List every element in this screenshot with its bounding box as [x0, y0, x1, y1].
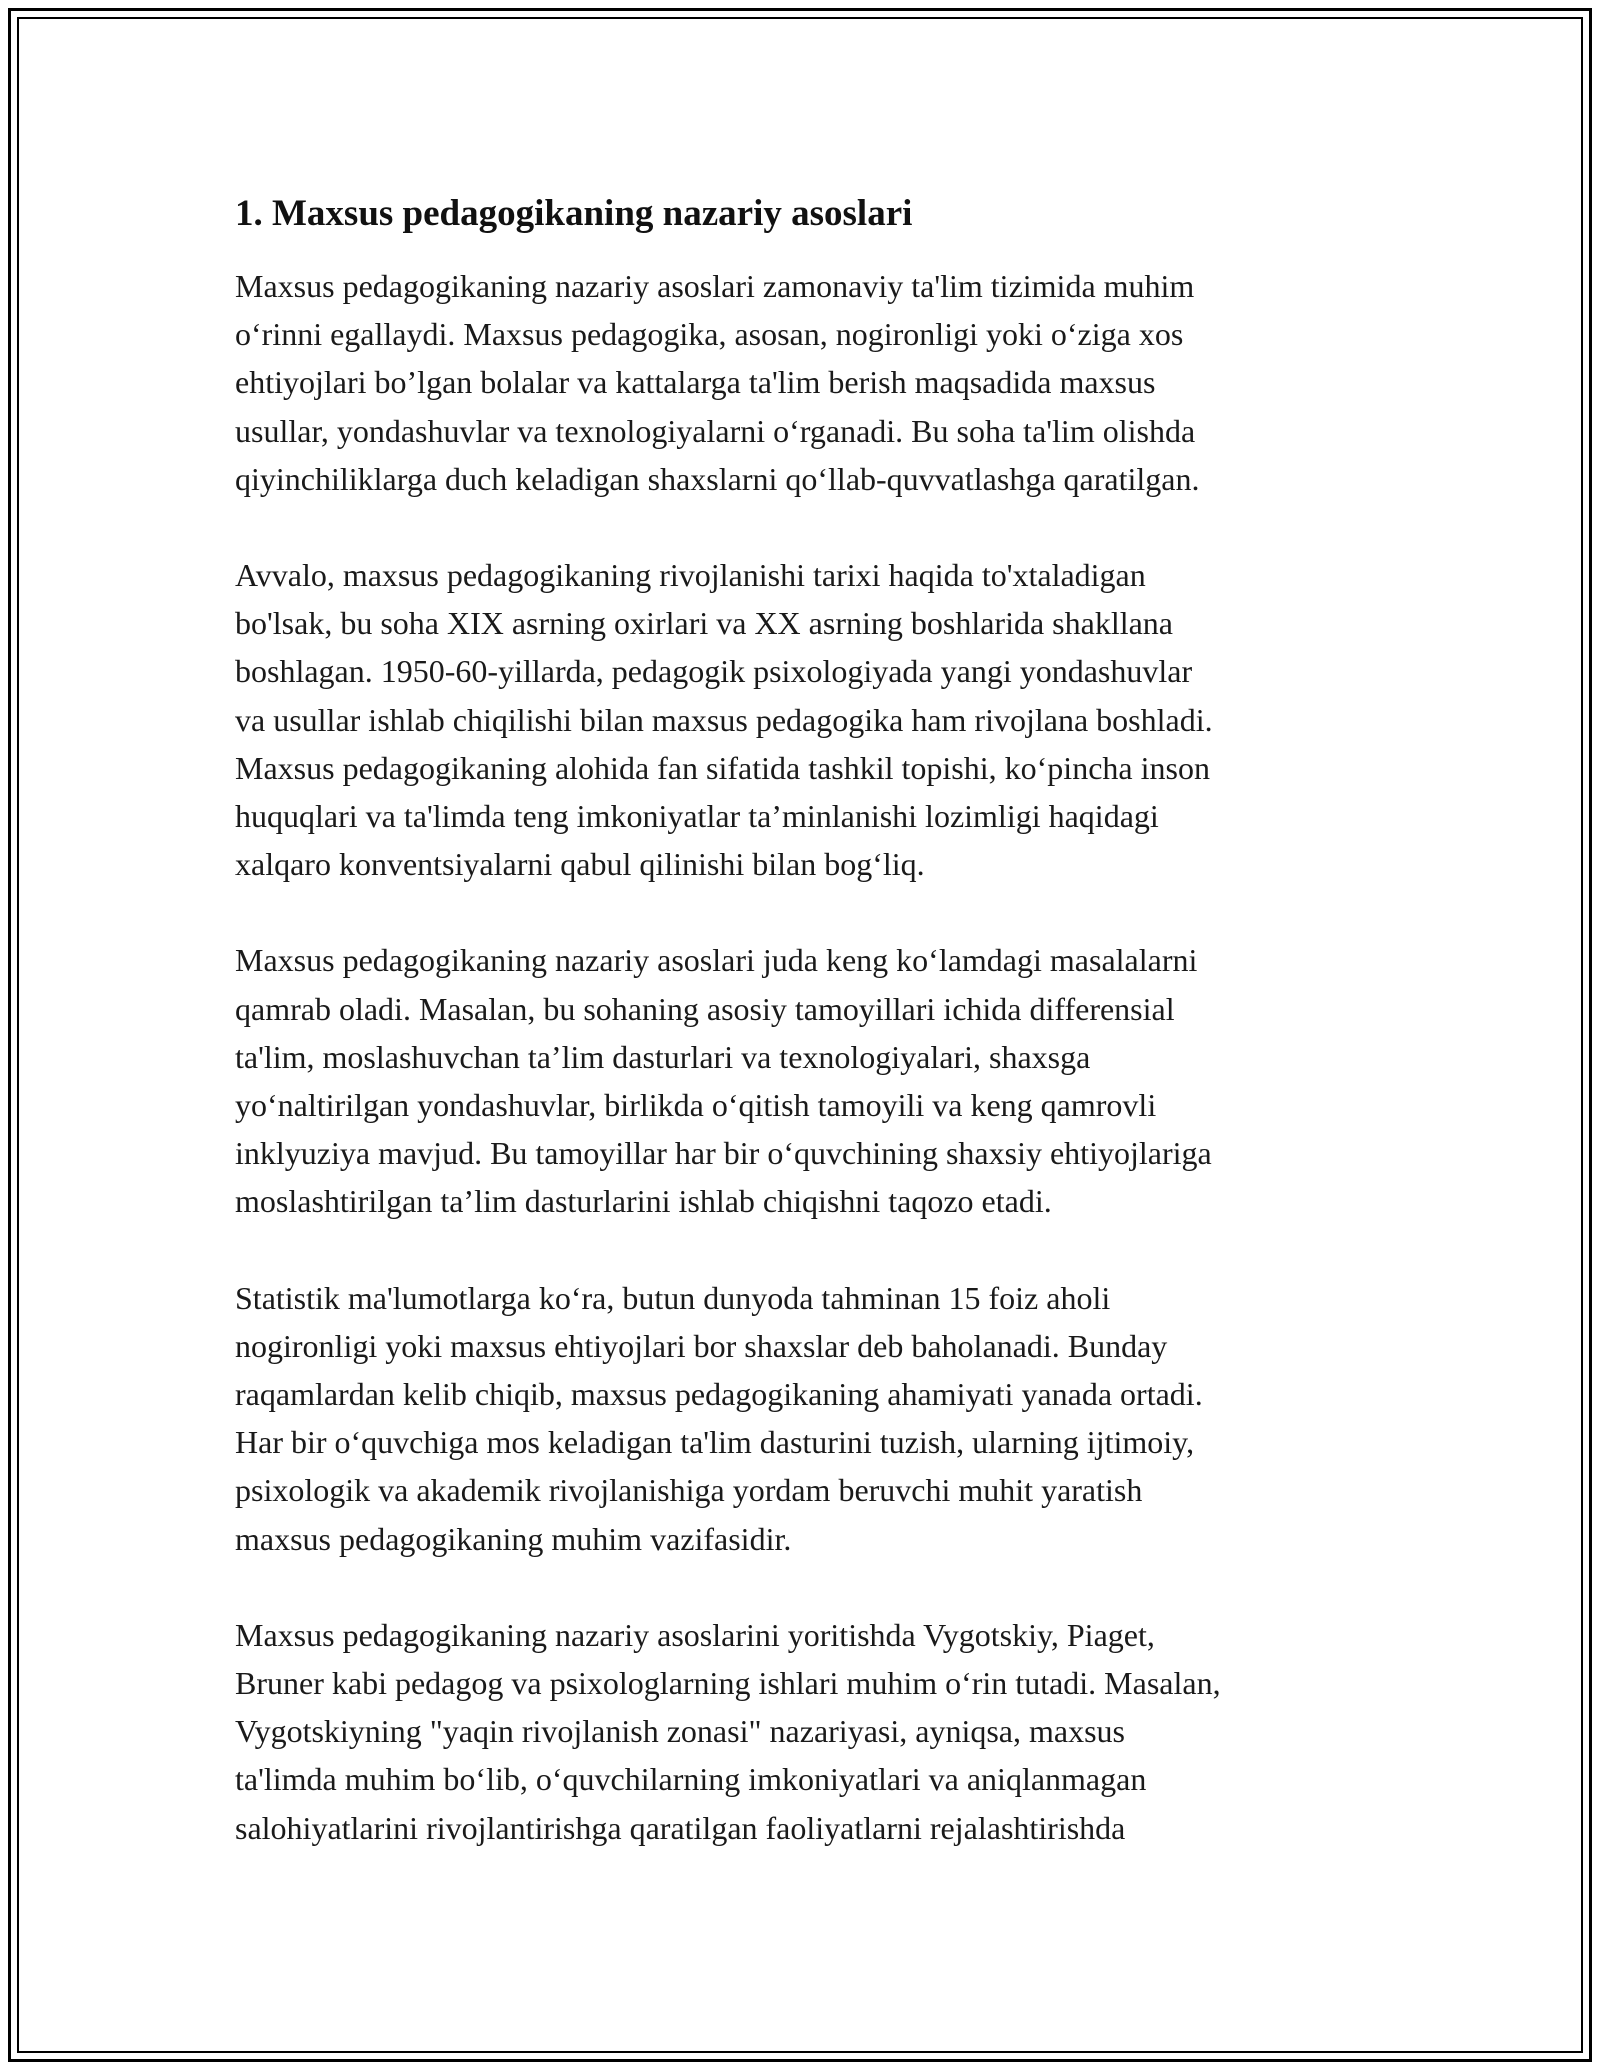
paragraph-line: qiyinchiliklarga duch keladigan shaxslarni qo‘llab-quvvatlashga qaratilgan.: [235, 460, 1200, 497]
section-heading: 1. Maxsus pedagogikaning nazariy asoslari: [235, 193, 913, 234]
paragraph-line: maxsus pedagogikaning muhim vazifasidir.: [235, 1520, 792, 1557]
document-body: [235, 188, 1375, 1900]
paragraph-line: psixologik va akademik rivojlanishiga yordam beruvchi muhit yaratish: [235, 1472, 1143, 1509]
paragraph-2: [235, 551, 1375, 888]
paragraph-line: ta'limda muhim bo‘lib, o‘quvchilarning imkoniyatlari va aniqlanmagan: [235, 1761, 1147, 1798]
paragraph-line: huquqlari va ta'limda teng imkoniyatlar ta’minlanishi lozimligi haqidagi: [235, 798, 1159, 835]
paragraph-line: Statistik ma'lumotlarga ko‘ra, butun dunyoda tahminan 15 foiz aholi: [235, 1279, 1111, 1316]
paragraph-line: Maxsus pedagogikaning nazariy asoslari juda keng ko‘lamdagi masalalarni: [235, 942, 1198, 979]
paragraph-line: moslashtirilgan ta’lim dasturlarini ishlab chiqishni taqozo etadi.: [235, 1183, 1052, 1220]
paragraph-line: qamrab oladi. Masalan, bu sohaning asosiy tamoyillari ichida differensial: [235, 990, 1175, 1027]
paragraph-line: xalqaro konventsiyalarni qabul qilinishi bilan bog‘liq.: [235, 846, 925, 883]
paragraph-3: [235, 936, 1375, 1225]
paragraph-line: usullar, yondashuvlar va texnologiyalarni o‘rganadi. Bu soha ta'lim olishda: [235, 412, 1196, 449]
paragraph-1: [235, 262, 1375, 503]
paragraph-line: raqamlardan kelib chiqib, maxsus pedagogikaning ahamiyati yanada ortadi.: [235, 1376, 1203, 1413]
paragraph-4: [235, 1274, 1375, 1563]
paragraph-line: Maxsus pedagogikaning alohida fan sifatida tashkil topishi, ko‘pincha inson: [235, 749, 1210, 786]
paragraph-line: ta'lim, moslashuvchan ta’lim dasturlari va texnologiyalari, shaxsga: [235, 1038, 1091, 1075]
paragraph-line: Har bir o‘quvchiga mos keladigan ta'lim dasturini tuzish, ularning ijtimoiy,: [235, 1424, 1195, 1461]
paragraph-line: Maxsus pedagogikaning nazariy asoslari zamonaviy ta'lim tizimida muhim: [235, 268, 1195, 304]
paragraph-line: Vygotskiyning "yaqin rivojlanish zonasi" nazariyasi, ayniqsa, maxsus: [235, 1713, 1125, 1750]
paragraph-line: inklyuziya mavjud. Bu tamoyillar har bir o‘quvchining shaxsiy ehtiyojlariga: [235, 1135, 1212, 1172]
paragraph-line: Avvalo, maxsus pedagogikaning rivojlanishi tarixi haqida to'xtaladigan: [235, 557, 1146, 594]
paragraph-line: Bruner kabi pedagog va psixologlarning ishlari muhim o‘rin tutadi. Masalan,: [235, 1665, 1221, 1702]
paragraph-line: va usullar ishlab chiqilishi bilan maxsus pedagogika ham rivojlana boshladi.: [235, 701, 1213, 738]
paragraph-line: o‘rinni egallaydi. Maxsus pedagogika, asosan, nogironligi yoki o‘ziga xos: [235, 316, 1184, 353]
paragraph-5: [235, 1611, 1375, 1852]
paragraph-line: salohiyatlarini rivojlantirishga qaratilgan faoliyatlarni rejalashtirishda: [235, 1809, 1126, 1846]
paragraph-line: Maxsus pedagogikaning nazariy asoslarini yoritishda Vygotskiy, Piaget,: [235, 1616, 1155, 1653]
paragraph-line: nogironligi yoki maxsus ehtiyojlari bor shaxslar deb baholanadi. Bunday: [235, 1327, 1168, 1364]
paragraph-line: boshlagan. 1950-60-yillarda, pedagogik psixologiyada yangi yondashuvlar: [235, 653, 1193, 690]
paragraph-line: ehtiyojlari bo’lgan bolalar va kattalarga ta'lim berish maqsadida maxsus: [235, 364, 1156, 401]
paragraph-line: yo‘naltirilgan yondashuvlar, birlikda o‘qitish tamoyili va keng qamrovli: [235, 1087, 1157, 1124]
paragraph-line: bo'lsak, bu soha XIX asrning oxirlari va XX asrning boshlarida shakllana: [235, 605, 1173, 642]
